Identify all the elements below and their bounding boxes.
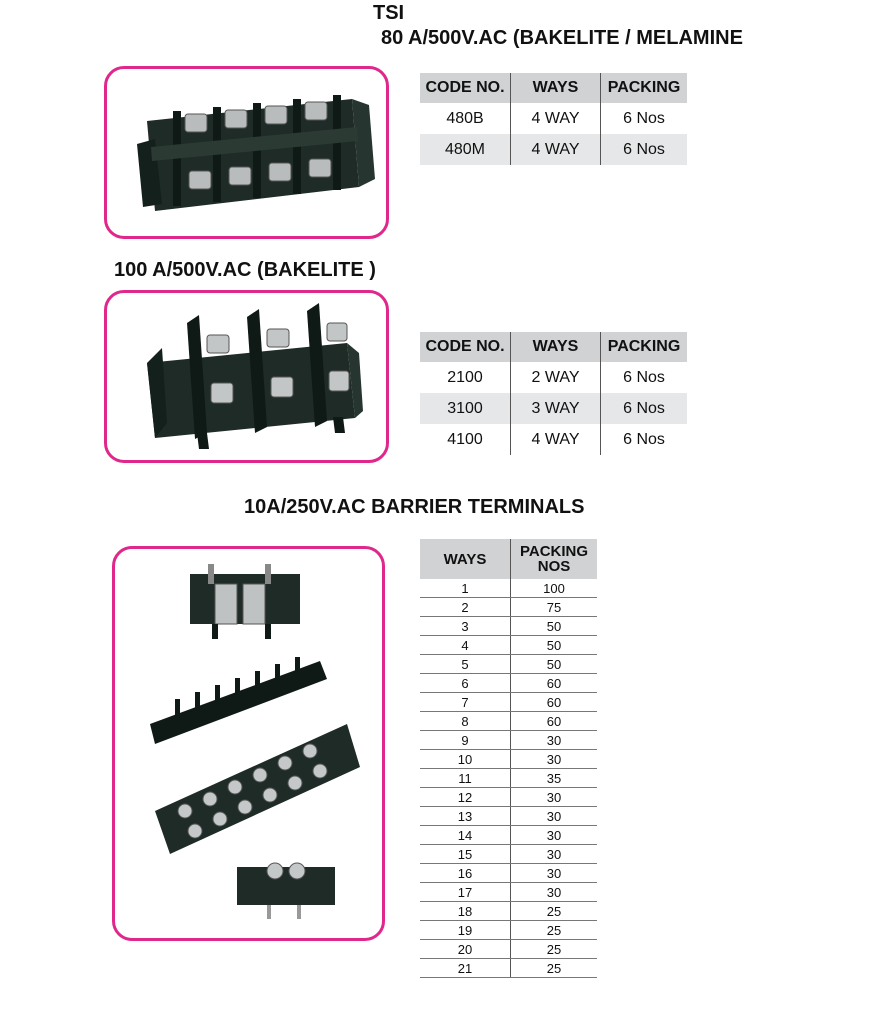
cell-packing: 25 [511, 940, 598, 959]
cell-packing: 30 [511, 864, 598, 883]
terminal-block-100a-illustration [107, 293, 386, 460]
section2-product-image [104, 290, 389, 463]
cell-ways: 12 [420, 788, 511, 807]
cell-ways: 3 [420, 617, 511, 636]
cell-packing: 30 [511, 807, 598, 826]
table-row [420, 598, 597, 617]
table-row [420, 750, 597, 769]
cell-ways: 21 [420, 959, 511, 978]
table-row [420, 424, 687, 455]
section1-title: 80 A/500V.AC (BAKELITE / MELAMINE [381, 27, 743, 49]
cell-packing: 35 [511, 769, 598, 788]
section2-title: 100 A/500V.AC (BAKELITE ) [114, 259, 376, 281]
header-code-no: CODE NO. [420, 73, 511, 103]
header-ways: WAYS [511, 73, 601, 103]
cell-ways: 4 WAY [511, 103, 601, 134]
table-row [420, 959, 597, 978]
cell-ways: 9 [420, 731, 511, 750]
table-row [420, 883, 597, 902]
cell-packing: 6 Nos [601, 134, 688, 165]
cell-code: 480M [420, 134, 511, 165]
section3-title: 10A/250V.AC BARRIER TERMINALS [244, 496, 585, 518]
table-row [420, 579, 597, 598]
table-row [420, 731, 597, 750]
cell-packing: 25 [511, 921, 598, 940]
terminal-block-80a-illustration [107, 69, 386, 236]
header-packing-nos: PACKING NOS [511, 539, 598, 579]
header-packing: PACKING [601, 73, 688, 103]
brand-label: TSI [373, 2, 405, 24]
table-row [420, 674, 597, 693]
cell-ways: 4 [420, 636, 511, 655]
section3-table-body [420, 579, 597, 978]
cell-ways: 13 [420, 807, 511, 826]
table-row [420, 134, 687, 165]
section3-table [420, 539, 597, 978]
cell-packing: 75 [511, 598, 598, 617]
cell-ways: 3 WAY [511, 393, 601, 424]
header-ways: WAYS [420, 539, 511, 579]
cell-ways: 6 [420, 674, 511, 693]
barrier-terminals-illustration [115, 549, 382, 938]
table-row [420, 940, 597, 959]
table-row [420, 655, 597, 674]
cell-packing: 6 Nos [601, 424, 688, 455]
table-row [420, 617, 597, 636]
cell-ways: 8 [420, 712, 511, 731]
header-code-no: CODE NO. [420, 332, 511, 362]
table-row [420, 826, 597, 845]
cell-ways: 16 [420, 864, 511, 883]
cell-packing: 30 [511, 883, 598, 902]
table-row [420, 636, 597, 655]
cell-packing: 50 [511, 655, 598, 674]
cell-ways: 14 [420, 826, 511, 845]
cell-ways: 1 [420, 579, 511, 598]
table-row [420, 807, 597, 826]
header-packing: PACKING [601, 332, 688, 362]
table-row [420, 103, 687, 134]
section3-product-image [112, 546, 385, 941]
cell-code: 3100 [420, 393, 511, 424]
cell-packing: 6 Nos [601, 393, 688, 424]
table-row [420, 393, 687, 424]
cell-packing: 50 [511, 636, 598, 655]
cell-packing: 30 [511, 750, 598, 769]
header-ways: WAYS [511, 332, 601, 362]
table-row [420, 921, 597, 940]
table-row [420, 788, 597, 807]
cell-ways: 2 [420, 598, 511, 617]
cell-ways: 18 [420, 902, 511, 921]
cell-packing: 30 [511, 826, 598, 845]
cell-ways: 4 WAY [511, 424, 601, 455]
table-row [420, 864, 597, 883]
table-row [420, 693, 597, 712]
cell-packing: 6 Nos [601, 103, 688, 134]
cell-packing: 6 Nos [601, 362, 688, 393]
cell-ways: 17 [420, 883, 511, 902]
section1-table [420, 73, 687, 165]
cell-packing: 25 [511, 902, 598, 921]
cell-ways: 11 [420, 769, 511, 788]
cell-ways: 7 [420, 693, 511, 712]
cell-packing: 25 [511, 959, 598, 978]
table-row [420, 845, 597, 864]
cell-packing: 60 [511, 712, 598, 731]
cell-ways: 5 [420, 655, 511, 674]
cell-packing: 50 [511, 617, 598, 636]
cell-ways: 19 [420, 921, 511, 940]
table-row [420, 769, 597, 788]
cell-packing: 30 [511, 845, 598, 864]
table-row [420, 712, 597, 731]
cell-ways: 4 WAY [511, 134, 601, 165]
cell-code: 2100 [447, 368, 483, 386]
cell-packing: 30 [511, 731, 598, 750]
cell-code: 480B [446, 109, 484, 127]
cell-code: 4100 [447, 430, 483, 448]
cell-packing: 60 [511, 693, 598, 712]
table-row [420, 362, 687, 393]
section2-table [420, 332, 687, 455]
cell-ways: 2 WAY [511, 362, 601, 393]
cell-ways: 10 [420, 750, 511, 769]
section1-product-image [104, 66, 389, 239]
table-row [420, 902, 597, 921]
cell-ways: 15 [420, 845, 511, 864]
cell-packing: 60 [511, 674, 598, 693]
cell-ways: 20 [420, 940, 511, 959]
cell-packing: 30 [511, 788, 598, 807]
cell-packing: 100 [511, 579, 598, 598]
